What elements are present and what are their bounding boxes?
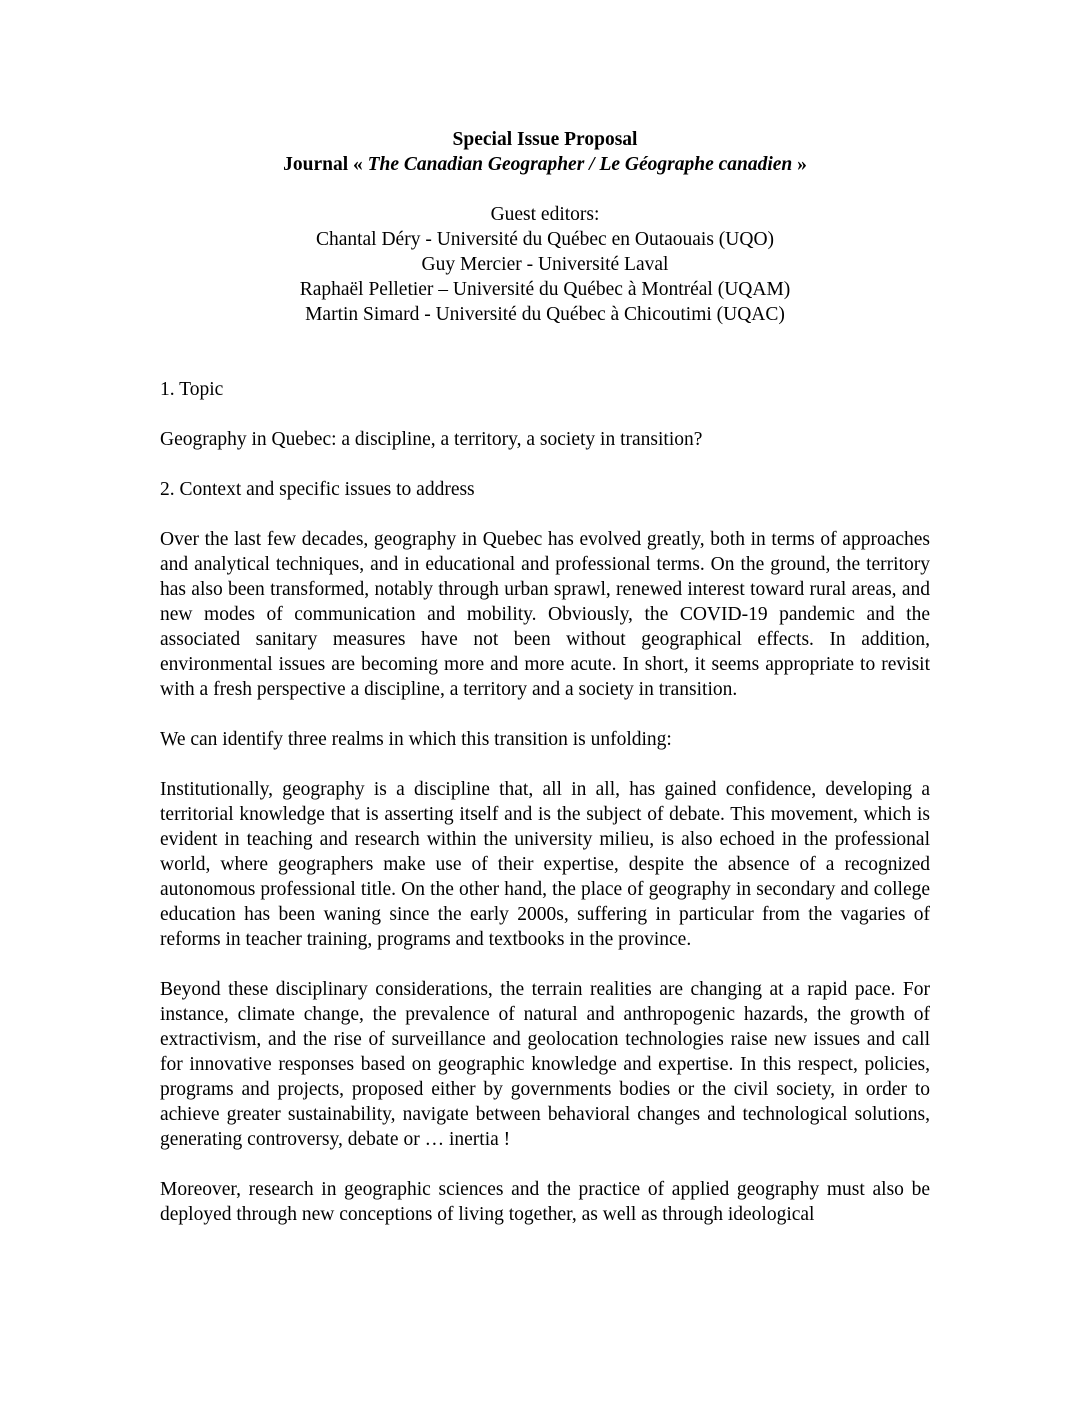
editor-line: Chantal Déry - Université du Québec en Outaouais (UQO)	[315, 229, 775, 250]
journal-label: Journal «	[283, 154, 368, 175]
guest-editors-label: Guest editors:	[490, 204, 600, 225]
editor-line: Guy Mercier - Université Laval	[421, 254, 669, 275]
editor-line: Raphaël Pelletier – Université du Québec à Montréal (UQAM)	[299, 279, 791, 300]
journal-closing-guillemet: »	[792, 154, 807, 175]
section-heading-context: 2. Context and specific issues to address	[160, 479, 475, 500]
paragraph: Moreover, research in geographic sciences and the practice of applied geography must also be deployed through new conceptions of living together, as well as through ideological	[160, 1179, 930, 1225]
document-title: Special Issue Proposal	[452, 129, 638, 150]
paragraph: We can identify three realms in which this transition is unfolding:	[160, 729, 672, 750]
journal-title-line	[160, 152, 930, 177]
paragraph: Beyond these disciplinary considerations, the terrain realities are changing at a rapid pace. For instance, climate change, the prevalence of natural and anthropogenic hazards, the growth of extractivism, and the rise of surveillance and geolocation technologies raise new issues and call for innovative responses based on geographic knowledge and expertise. In this respect, policies, programs and projects, proposed either by governments bodies or the civil society, in order to achieve greater sustainability, navigate between behavioral changes and technological solutions, generating controversy, debate or … inertia !	[160, 979, 930, 1150]
document-header	[160, 127, 930, 177]
journal-name: The Canadian Geographer / Le Géographe canadien	[367, 154, 793, 175]
editor-line: Martin Simard - Université du Québec à Chicoutimi (UQAC)	[305, 304, 785, 325]
section-heading-topic: 1. Topic	[160, 379, 224, 400]
guest-editors-block	[160, 202, 930, 327]
paragraph: Over the last few decades, geography in Quebec has evolved greatly, both in terms of approaches and analytical techniques, and in educational and professional terms. On the ground, the territory has also been transformed, notably through urban sprawl, renewed interest toward rural areas, and new modes of communication and mobility. Obviously, the COVID-19 pandemic and the associated sanitary measures have not been without geographical effects. In addition, environmental issues are becoming more and more acute. In short, it seems appropriate to revisit with a fresh perspective a discipline, a territory and a society in transition.	[160, 529, 930, 700]
paragraph: Institutionally, geography is a discipline that, all in all, has gained confidence, developing a territorial knowledge that is asserting itself and is the subject of debate. This movement, which is evident in teaching and research within the university milieu, is also echoed in the professional world, where geographers make use of their expertise, despite the absence of a recognized autonomous professional title. On the other hand, the place of geography in secondary and college education has been waning since the early 2000s, suffering in particular from the vagaries of reforms in teacher training, programs and textbooks in the province.	[160, 779, 930, 950]
document-body	[160, 377, 930, 1227]
topic-text: Geography in Quebec: a discipline, a territory, a society in transition?	[160, 429, 703, 450]
